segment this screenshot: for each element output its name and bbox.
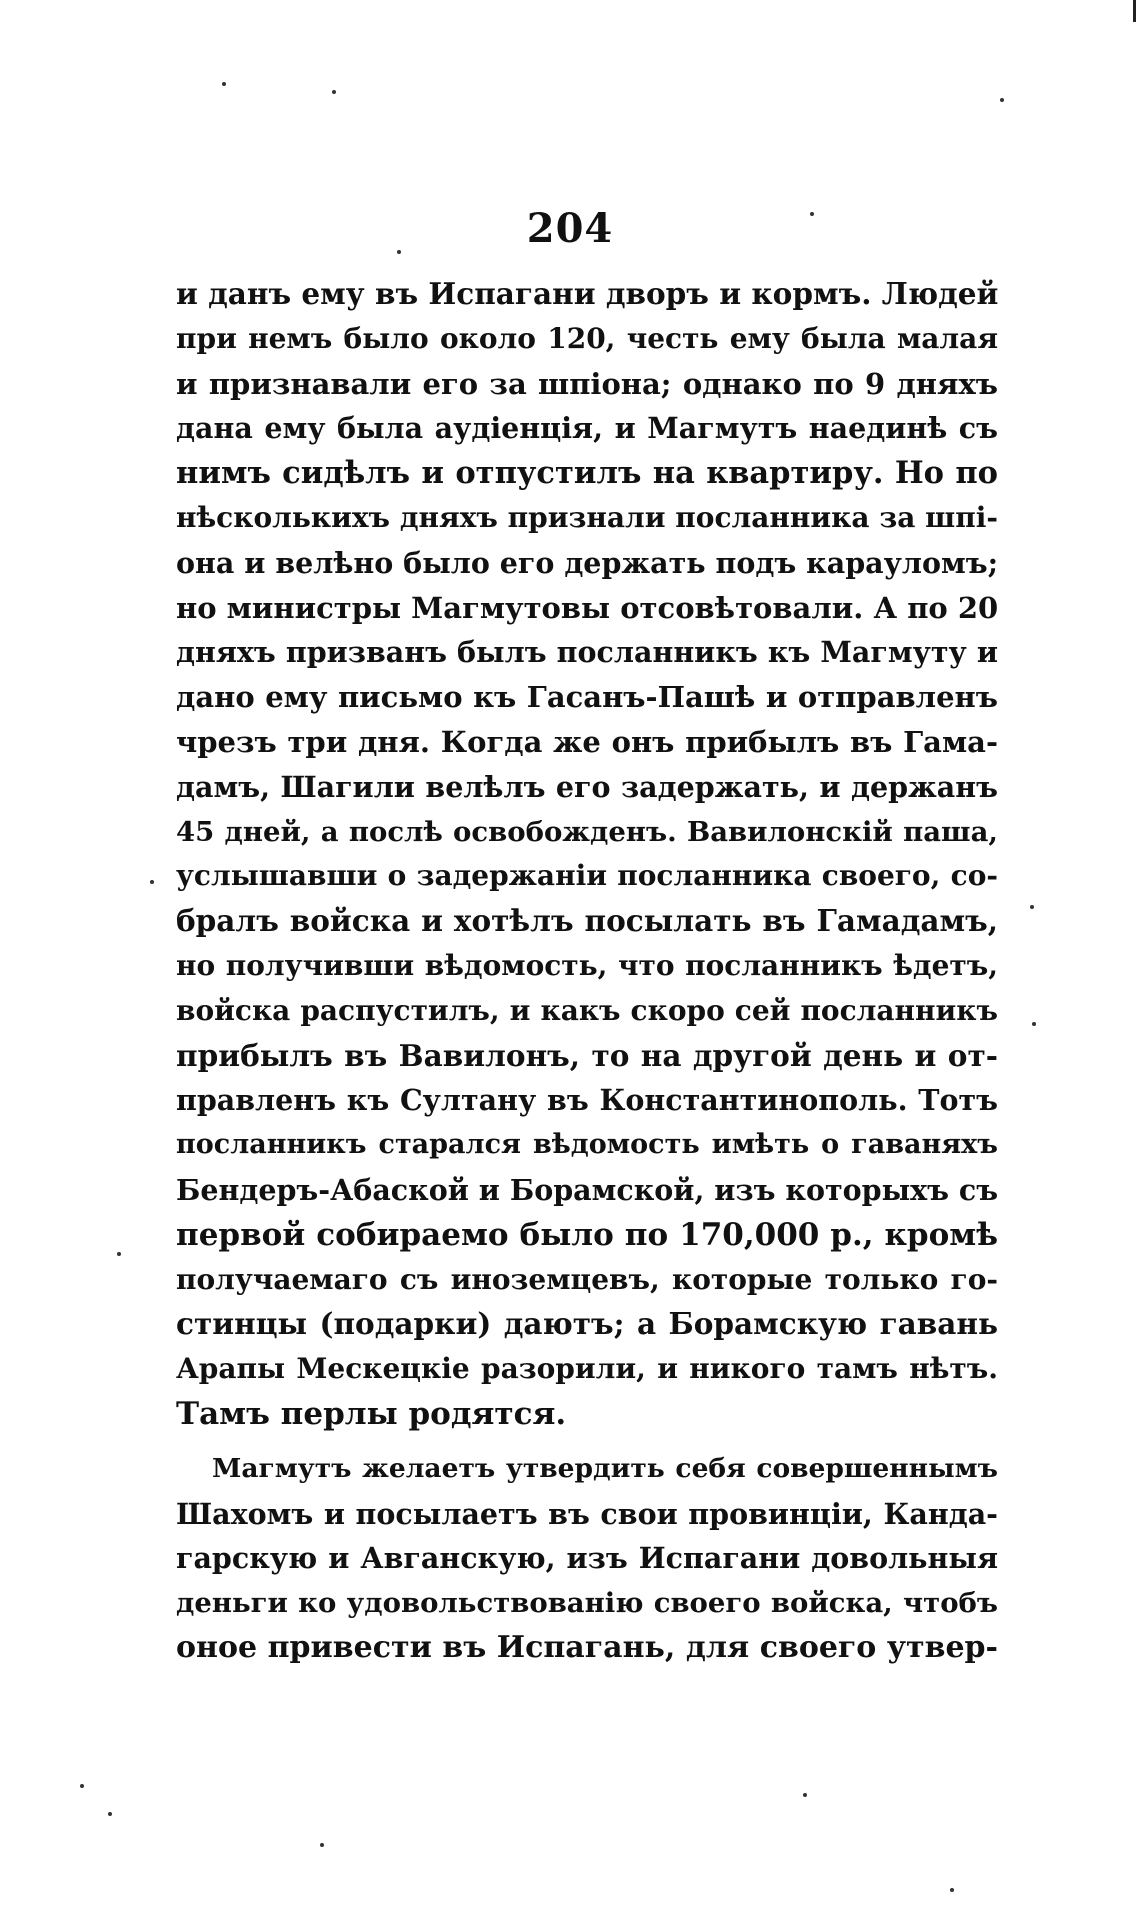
text-line: она и велѣно было его держать подъ карауломъ; [176,545,998,580]
text-line: Шахомъ и посылаетъ въ свои провинціи, Канда- [176,1496,998,1531]
body-text [176,272,998,1671]
text-line: оное привести въ Испагань, для своего утвер- [176,1629,998,1665]
text-line: нѣсколькихъ дняхъ признали посланника за шпі- [176,500,998,534]
scan-speck [1000,98,1004,102]
text-line: посланникъ старался вѣдомость имѣть о гаваняхъ [176,1129,998,1161]
text-line: дана ему была аудіенція, и Магмутъ наединѣ съ [176,411,998,446]
scan-speck [320,1843,324,1847]
text-line: и данъ ему въ Испагани дворъ и кормъ. Людей [176,276,998,311]
scan-speck [150,880,154,884]
text-line: при немъ было около 120, честь ему была малая [176,321,998,355]
text-line: Арапы Мескецкіе разорили, и никого тамъ нѣтъ. [176,1352,998,1386]
scan-speck [332,90,336,94]
text-line: нимъ сидѣлъ и отпустилъ на квартиру. Но по [176,455,998,492]
text-line: прибылъ въ Вавилонъ, то на другой день и от- [176,1037,998,1073]
text-line: но получивши вѣдомость, что посланникъ ѣдетъ, [176,948,998,982]
scan-speck [222,82,226,86]
page-number: 204 [526,205,614,252]
paragraph-gap [176,1437,998,1447]
page-edge-line [1133,0,1136,22]
text-line: войска распустилъ, и какъ скоро сей посланникъ [176,993,998,1027]
paragraph [176,272,998,1437]
text-line: 45 дней, а послѣ освобожденъ. Вавилонскій паша, [176,815,998,848]
text-line: и признавали его за шпіона; однако по 9 дняхъ [176,366,998,401]
text-line: деньги ко удовольствованію своего войска, чтобъ [176,1587,998,1620]
scan-speck [803,1793,807,1797]
scan-speck [1030,905,1034,909]
text-line: Бендеръ-Абаской и Борамской, изъ которыхъ съ [176,1172,998,1207]
scan-speck [117,1252,121,1256]
scan-speck [1032,1022,1036,1026]
scan-speck [80,1784,84,1788]
text-line: Магмутъ желаетъ утвердить себя совершеннымъ [212,1452,998,1484]
scan-speck [108,1812,112,1816]
scan-speck [950,1888,954,1892]
text-line: дамъ, Шагили велѣлъ его задержать, и держанъ [176,769,998,804]
text-line: получаемаго съ иноземцевъ, которые только го- [176,1262,998,1296]
text-line: бралъ войска и хотѣлъ посылать въ Гамадамъ, [176,903,998,939]
text-line: услышавши о задержаніи посланника своего, со- [176,859,998,893]
text-line: стинцы (подарки) даютъ; а Борамскую гавань [176,1306,998,1342]
text-line: дняхъ призванъ былъ посланникъ къ Магмуту и [176,635,998,670]
text-line: правленъ къ Султану въ Константинополь. Тотъ [176,1083,998,1118]
text-line: но министры Магмутовы отсовѣтовали. А по 20 [176,590,998,625]
text-line: гарскую и Авганскую, изъ Испагани довольныя [176,1541,998,1576]
text-line: первой собираемо было по 170,000 р., кромѣ [176,1216,998,1253]
text-line: дано ему письмо къ Гасанъ-Пашѣ и отправленъ [176,680,998,715]
paragraph [176,1447,998,1671]
text-line: чрезъ три дня. Когда же онъ прибылъ въ Гама- [176,724,998,759]
text-line: Тамъ перлы родятся. [176,1395,567,1432]
